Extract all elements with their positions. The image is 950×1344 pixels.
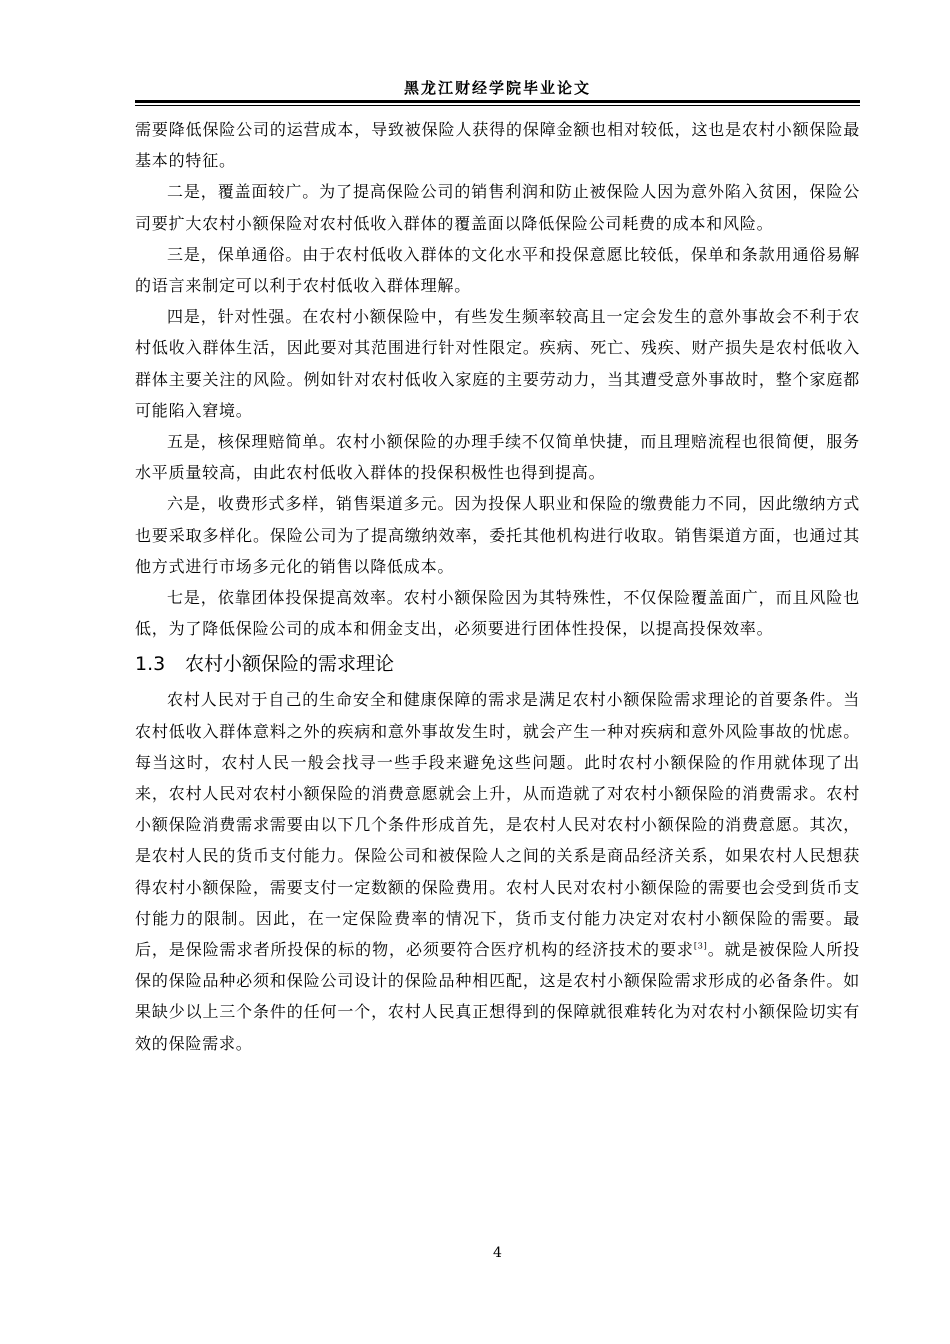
section-title: 农村小额保险的需求理论: [185, 653, 395, 676]
section-number: 1.3: [135, 653, 166, 676]
paragraph-plain-policy: 三是，保单通俗。由于农村低收入群体的文化水平和投保意愿比较低，保单和条款用通俗易解的语言来制定可以利于农村低收入群体理解。: [135, 244, 860, 296]
paragraph-payment-channels: 六是，收费形式多样，销售渠道多元。因为投保人职业和保险的缴费能力不同，因此缴纳方式也要采取多样化。保险公司为了提高缴纳效率，委托其他机构进行收取。销售渠道方面，也通过其他方式进行市场多元化的销售以降低成本。: [135, 494, 860, 576]
paragraph-group-insurance: 七是，依靠团体投保提高效率。农村小额保险因为其特殊性，不仅保险覆盖面广，而且风险也低，为了降低保险公司的成本和佣金支出，必须要进行团体性投保，以提高投保效率。: [135, 588, 860, 639]
paragraph-continuation: 需要降低保险公司的运营成本，导致被保险人获得的保障金额也相对较低，这也是农村小额保险最基本的特征。: [135, 120, 860, 171]
header-rule-secondary: [135, 105, 860, 106]
paragraph-targeted: 四是，针对性强。在农村小额保险中，有些发生频率较高且一定会发生的意外事故会不利于农村低收入群体生活，因此要对其范围进行针对性限定。疾病、死亡、残疾、财产损失是农村低收入群体主要关注的风险。例如针对农村低收入家庭的主要劳动力，当其遭受意外事故时，整个家庭都可能陷入窘境。: [135, 307, 860, 420]
page-number: 4: [493, 1245, 502, 1261]
paragraph-simple-claims: 五是，核保理赔简单。农村小额保险的办理手续不仅简单快捷，而且理赔流程也很简便，服务水平质量较高，由此农村低收入群体的投保积极性也得到提高。: [135, 432, 860, 483]
paragraph-coverage: 二是，覆盖面较广。为了提高保险公司的销售利润和防止被保险人因为意外陷入贫困，保险公司要扩大农村小额保险对农村低收入群体的覆盖面以降低保险公司耗费的成本和风险。: [135, 182, 860, 233]
body-text: [135, 114, 860, 1059]
paragraph-demand-text-before: 农村人民对于自己的生命安全和健康保障的需求是满足农村小额保险需求理论的首要条件。当农村低收入群体意料之外的疾病和意外事故发生时，就会产生一种对疾病和意外风险事故的忧虑。每当这时，农村人民一般会找寻一些手段来避免这些问题。此时农村小额保险的作用就体现了出来，农村人民对农村小额保险的消费意愿就会上升，从而造就了对农村小额保险的消费需求。农村小额保险消费需求需要由以下几个条件形成首先，是农村人民对农村小额保险的消费意愿。其次，是农村人民的货币支付能力。保险公司和被保险人之间的关系是商品经济关系，如果农村人民想获得农村小额保险，需要支付一定数额的保险费用。农村人民对农村小额保险的需要也会受到货币支付能力的限制。因此，在一定保险费率的情况下，货币支付能力决定对农村小额保险的需要。最后，是保险需求者所投保的标的物，必须要符合医疗机构的经济技术的要求: [135, 690, 860, 960]
paragraph-demand-text-after: 。就是被保险人所投保的保险品种必须和保险公司设计的保险品种相匹配，这是农村小额保险需求形成的必备条件。如果缺少以上三个条件的任何一个，农村人民真正想得到的保障就很难转化为对农村小额保险切实有效的保险需求。: [135, 940, 861, 1053]
header-rule: [135, 100, 860, 103]
citation-reference: [3]: [693, 941, 708, 951]
running-header: 黑龙江财经学院毕业论文: [403, 79, 591, 97]
paragraph-demand-theory: [135, 684, 860, 1058]
section-heading: [135, 644, 860, 684]
